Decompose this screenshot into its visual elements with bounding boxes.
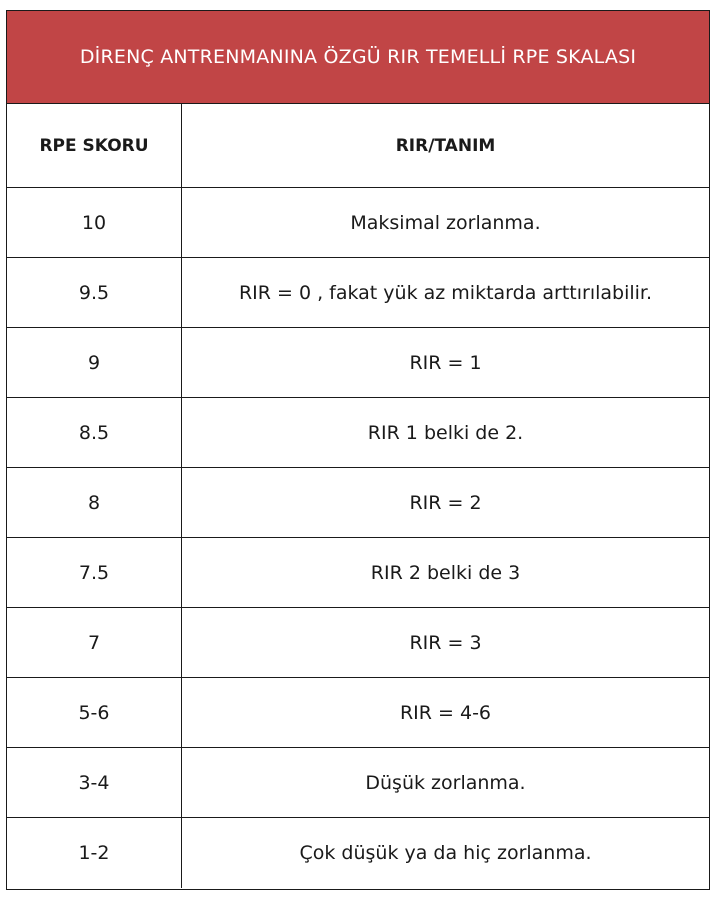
rpe-table	[6, 10, 710, 890]
rpe-score-cell: 9.5	[7, 258, 182, 327]
rir-definition-cell: RIR = 4-6	[399, 701, 492, 724]
table-header-row	[7, 104, 709, 188]
rir-definition-cell: RIR = 2	[409, 491, 482, 514]
rpe-score-cell: 1-2	[7, 818, 182, 888]
column-header-rpe-score: RPE SKORU	[7, 104, 182, 187]
rir-definition-cell: RIR 1 belki de 2.	[367, 421, 524, 444]
rpe-score-cell: 9	[7, 328, 182, 397]
rir-definition-cell: Çok düşük ya da hiç zorlanma.	[299, 842, 592, 864]
table-row	[7, 608, 709, 678]
table-row	[7, 818, 709, 888]
table-row	[7, 748, 709, 818]
table-row	[7, 398, 709, 468]
table-row	[7, 678, 709, 748]
rpe-score-cell: 7.5	[7, 538, 182, 607]
rir-definition-cell: RIR = 0 , fakat yük az miktarda arttırılabilir.	[238, 281, 653, 304]
table-title: DİRENÇ ANTRENMANINA ÖZGÜ RIR TEMELLİ RPE SKALASI	[79, 46, 637, 68]
table-row	[7, 258, 709, 328]
rpe-score-cell: 8.5	[7, 398, 182, 467]
rir-definition-cell: Maksimal zorlanma.	[350, 211, 541, 234]
table-row	[7, 328, 709, 398]
rpe-score-cell: 10	[7, 188, 182, 257]
rpe-score-cell: 7	[7, 608, 182, 677]
table-title-bar	[7, 11, 709, 104]
table-row	[7, 538, 709, 608]
rpe-score-cell: 8	[7, 468, 182, 537]
rir-definition-cell: RIR = 3	[409, 631, 482, 654]
column-header-rir-definition: RIR/TANIM	[395, 135, 496, 156]
rir-definition-cell: RIR = 1	[409, 351, 482, 374]
rir-definition-cell: Düşük zorlanma.	[365, 771, 526, 794]
rpe-score-cell: 5-6	[7, 678, 182, 747]
rir-definition-cell: RIR 2 belki de 3	[370, 561, 521, 584]
rpe-score-cell: 3-4	[7, 748, 182, 817]
table-row	[7, 468, 709, 538]
table-row	[7, 188, 709, 258]
